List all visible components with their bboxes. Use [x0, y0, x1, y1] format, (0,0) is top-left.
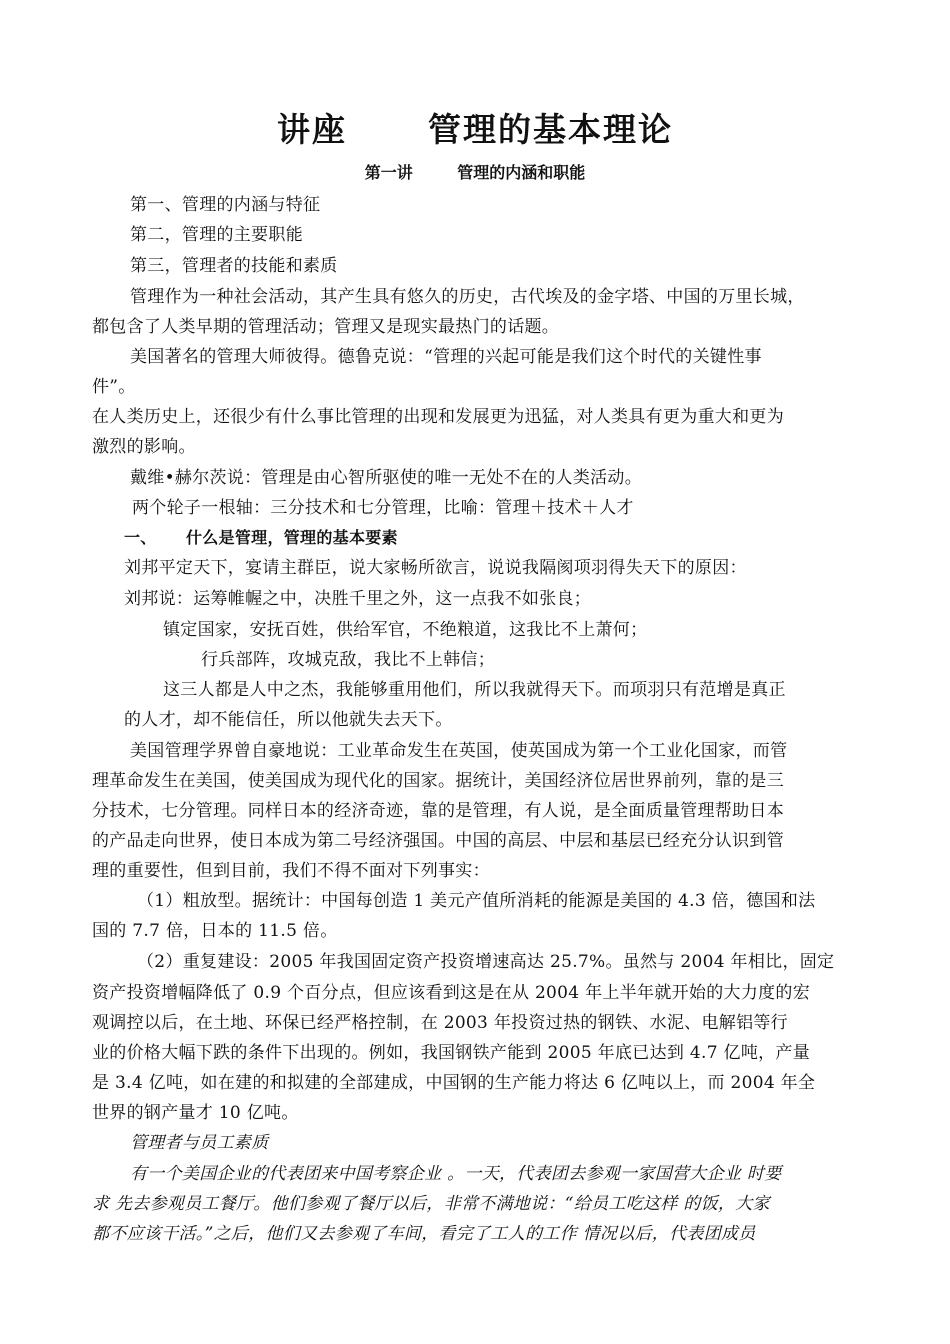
paragraph-line: 国的 7.7 倍，日本的 11.5 倍。	[92, 921, 338, 941]
paragraph-line: 戴维•赫尔茨说：管理是由心智所驱使的唯一无处不在的人类活动。	[130, 468, 643, 488]
paragraph-line: 是 3.4 亿吨，如在建的和拟建的全部建成，中国钢的生产能力将达 6 亿吨以上，而 2004 年全	[92, 1073, 816, 1093]
paragraph-line: 资产投资增幅降低了 0.9 个百分点，但应该看到这是在从 2004 年上半年就开始的大力度的宏	[92, 983, 811, 1003]
paragraph-line: 理的重要性，但到目前，我们不得不面对下列事实：	[92, 861, 490, 881]
paragraph-line: 都不应该干活。”之后，他们又去参观了车间，看完了工人的工作 情况以后，代表团成员	[92, 1224, 756, 1244]
paragraph-line: 在人类历史上，还很少有什么事比管理的出现和发展更为迅猛，对人类具有更为重大和更为	[92, 407, 784, 427]
outline-item: 第二，管理的主要职能	[130, 225, 303, 245]
paragraph-line: 分技术，七分管理。同样日本的经济奇迹，靠的是管理，有人说，是全面质量管理帮助日本	[92, 801, 784, 821]
paragraph-line: 有一个美国企业的代表团来中国考察企业 。一天，代表团去参观一家国营大企业 时要	[130, 1164, 782, 1184]
section-heading: 一、 什么是管理，管理的基本要素	[124, 528, 398, 547]
paragraph-line: 件”。	[92, 377, 136, 397]
paragraph-line: 的人才，却不能信任，所以他就失去天下。	[124, 710, 453, 730]
paragraph-line: 刘邦说：运筹帷幄之中，决胜千里之外，这一点我不如张良；	[124, 589, 592, 609]
paragraph-line: 观调控以后，在土地、环保已经严格控制，在 2003 年投资过热的钢铁、水泥、电解铝等行	[92, 1013, 788, 1033]
paragraph-line: 世界的钢产量才 10 亿吨。	[92, 1103, 299, 1123]
paragraph-line: 理革命发生在美国，使美国成为现代化的国家。据统计，美国经济位居世界前列，靠的是三	[92, 771, 784, 791]
paragraph-line: 镇定国家，安抚百姓，供给军官，不绝粮道，这我比不上萧何；	[163, 620, 648, 640]
paragraph-line: 刘邦平定天下，宴请主群臣，说大家畅所欲言，说说我隔阂项羽得失天下的原因：	[124, 558, 747, 578]
paragraph-line: （2）重复建设：2005 年我国固定资产投资增速高达 25.7%。虽然与 2004 年相比，固定	[137, 952, 835, 972]
paragraph-line: 这三人都是人中之杰，我能够重用他们，所以我就得天下。而项羽只有范增是真正	[163, 680, 786, 700]
paragraph-line: 行兵部阵，攻城克敌，我比不上韩信；	[201, 650, 496, 670]
paragraph-line: 激烈的影响。	[92, 437, 196, 457]
page-title: 讲座 管理的基本理论	[277, 110, 673, 149]
paragraph-line: 业的价格大幅下跌的条件下出现的。例如，我国钢铁产能到 2005 年底已达到 4.7 亿吨，产量	[92, 1043, 811, 1063]
paragraph-line: 都包含了人类早期的管理活动；管理又是现实最热门的话题。	[92, 317, 560, 337]
paragraph-line: 求 先去参观员工餐厅。他们参观了餐厅以后，非常不满地说：“给员工吃这样 的饭，大家	[92, 1194, 770, 1214]
outline-item: 第一、管理的内涵与特征	[130, 195, 321, 215]
outline-item: 第三，管理者的技能和素质	[130, 256, 338, 276]
section-subtitle: 第一讲 管理的内涵和职能	[364, 163, 586, 182]
italic-subheading: 管理者与员工素质	[130, 1133, 269, 1153]
paragraph-line: 美国管理学界曾自豪地说：工业革命发生在英国，使英国成为第一个工业化国家，而管	[130, 741, 788, 761]
paragraph-line: （1）粗放型。据统计：中国每创造 1 美元产值所消耗的能源是美国的 4.3 倍，德国和法	[137, 891, 816, 911]
paragraph-line: 的产品走向世界，使日本成为第二号经济强国。中国的高层、中层和基层已经充分认识到管	[92, 831, 784, 851]
paragraph-line: 两个轮子一根轴：三分技术和七分管理，比喻：管理＋技术＋人才	[132, 498, 634, 518]
paragraph-line: 管理作为一种社会活动，其产生具有悠久的历史，古代埃及的金字塔、中国的万里长城，	[130, 287, 805, 307]
paragraph-line: 美国著名的管理大师彼得。德鲁克说：“管理的兴起可能是我们这个时代的关键性事	[130, 347, 762, 367]
